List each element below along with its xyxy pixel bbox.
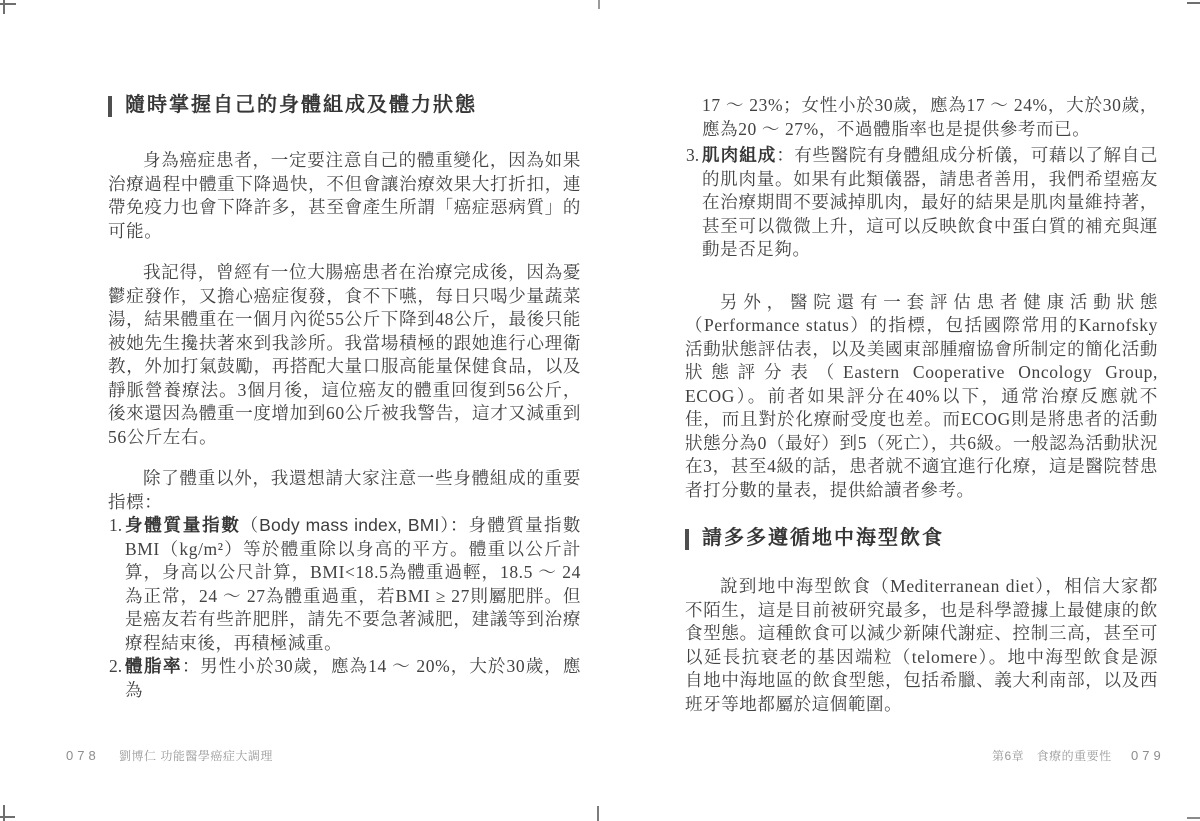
right-page-column xyxy=(685,94,1158,716)
list-text-body-fat: 男性小於30歲，應為14 ～ 20%，大於30歲，應為 xyxy=(125,656,581,700)
paragraph-body-composition-intro: 除了體重以外，我還想請大家注意一些身體組成的重要指標： xyxy=(108,468,581,512)
heading-accent-bar-2 xyxy=(685,529,689,550)
paragraph-performance-status: 另外，醫院還有一套評估患者健康活動狀態（Performance status）的指標，包括國際常用的Karnofsky活動狀態評估表，以及美國東部腫瘤協會所制定的簡化活動狀態評分表（Eastern Cooperative Oncology Group, ECOG）。前者如果評分在40%以下，通常治療反應就不佳，而且對於化療耐受度也差。而ECOG則是將患者的活動狀態分為0（最好）到5（死亡），共6級。一般認為活動狀況在3，甚至4級的話，患者就不適宜進行化療，這是醫院替患者打分數的量表，提供給讀者參考。 xyxy=(685,291,1158,500)
list-number-3: 3. xyxy=(686,145,700,165)
crop-mark-top-left-vertical xyxy=(3,0,5,14)
list-text-bmi: 身體質量指數BMI（kg/m²）等於體重除以身高的平方。體重以公斤計算，身高以公尺計算，BMI<18.5為體重過輕，18.5 ～ 24為正常，24 ～ 27為體重過重，若BMI ≥ 27則屬肥胖。但是癌友若有些許肥胖，請先不要急著減肥，建議等到治療療程結束後，再積極減重。 xyxy=(125,515,582,653)
left-page-footer xyxy=(66,747,273,764)
crop-mark-top-right xyxy=(1187,2,1200,4)
heading-accent-bar xyxy=(108,96,112,117)
list-number-2: 2. xyxy=(109,656,123,676)
list-item-body-fat-continuation: 17 ～ 23%；女性小於30歲，應為17 ～ 24%，大於30歲，應為20 ～ 27%，不過體脂率也是提供參考而已。 xyxy=(702,95,1158,139)
paragraph-mediterranean-diet: 說到地中海型飲食（Mediterranean diet），相信大家都不陌生，這是目前被研究最多，也是科學證據上最健康的飲食型態。這種飲食可以減少新陳代謝症、控制三高，甚至可以延長抗衰老的基因端粒（telomere）。地中海型飲食是源自地中海地區的飲食型態，包括希臘、義大利南部，以及西班牙等地都屬於這個範圍。 xyxy=(685,576,1158,714)
crop-mark-bottom-left-vertical xyxy=(3,805,5,821)
crop-mark-bottom-right xyxy=(1187,817,1200,819)
right-page-footer xyxy=(992,747,1165,764)
crop-mark-top-center xyxy=(598,0,600,9)
list-number-1: 1. xyxy=(109,515,123,535)
book-title: 劉博仁 功能醫學癌症大調理 xyxy=(119,749,273,763)
list-label-body-fat: 體脂率 xyxy=(125,656,182,676)
section-heading-text: 隨時掌握自己的身體組成及體力狀態 xyxy=(125,94,477,117)
paragraph-patient-case-story: 我記得，曾經有一位大腸癌患者在治療完成後，因為憂鬱症發作，又擔心癌症復發，食不下嚥，每日只喝少量蔬菜湯，結果體重在一個月內從55公斤下降到48公斤，最後只能被她先生攙扶著來到我診所。我當場積極的跟她進行心理衛教，外加打氣鼓勵，再搭配大量口服高能量保健食品，以及靜脈營養療法。3個月後，這位癌友的體重回復到56公斤，後來還因為體重一度增加到60公斤被我警告，這才又減重到56公斤左右。 xyxy=(108,262,581,447)
list-label-muscle: 肌肉組成 xyxy=(702,145,777,165)
left-page-number: 078 xyxy=(66,748,100,763)
list-label-body-fat-colon: ： xyxy=(181,656,201,676)
list-text-muscle: 有些醫院有身體組成分析儀，可藉以了解自己的肌肉量。如果有此類儀器，請患者善用，我們希望癌友在治療期間不要減掉肌肉，最好的結果是肌肉量維持著，甚至可以微微上升，這可以反映飲食中蛋白質的補充與運動是否足夠。 xyxy=(702,145,1159,259)
list-label-bmi: 身體質量指數 xyxy=(125,515,241,535)
list-label-bmi-english: （Body mass index, BMI）： xyxy=(240,515,469,535)
section-heading-mediterranean-diet xyxy=(685,527,1158,551)
list-item-body-fat xyxy=(108,655,581,702)
left-page-column xyxy=(108,94,581,702)
list-label-muscle-colon: ： xyxy=(776,145,795,165)
section-heading-text-2: 請多多遵循地中海型飲食 xyxy=(702,527,944,550)
list-item-muscle xyxy=(685,144,1158,262)
crop-mark-bottom-center xyxy=(597,806,599,821)
chapter-title: 第6章 食療的重要性 xyxy=(992,749,1112,763)
section-heading-body-composition xyxy=(108,94,581,118)
right-page-number: 079 xyxy=(1131,748,1165,763)
paragraph-weight-change-warning: 身為癌症患者，一定要注意自己的體重變化，因為如果治療過程中體重下降過快，不但會讓治療效果大打折扣，連帶免疫力也會下降許多，甚至會產生所謂「癌症惡病質」的可能。 xyxy=(108,150,581,241)
list-item-bmi xyxy=(108,514,581,655)
